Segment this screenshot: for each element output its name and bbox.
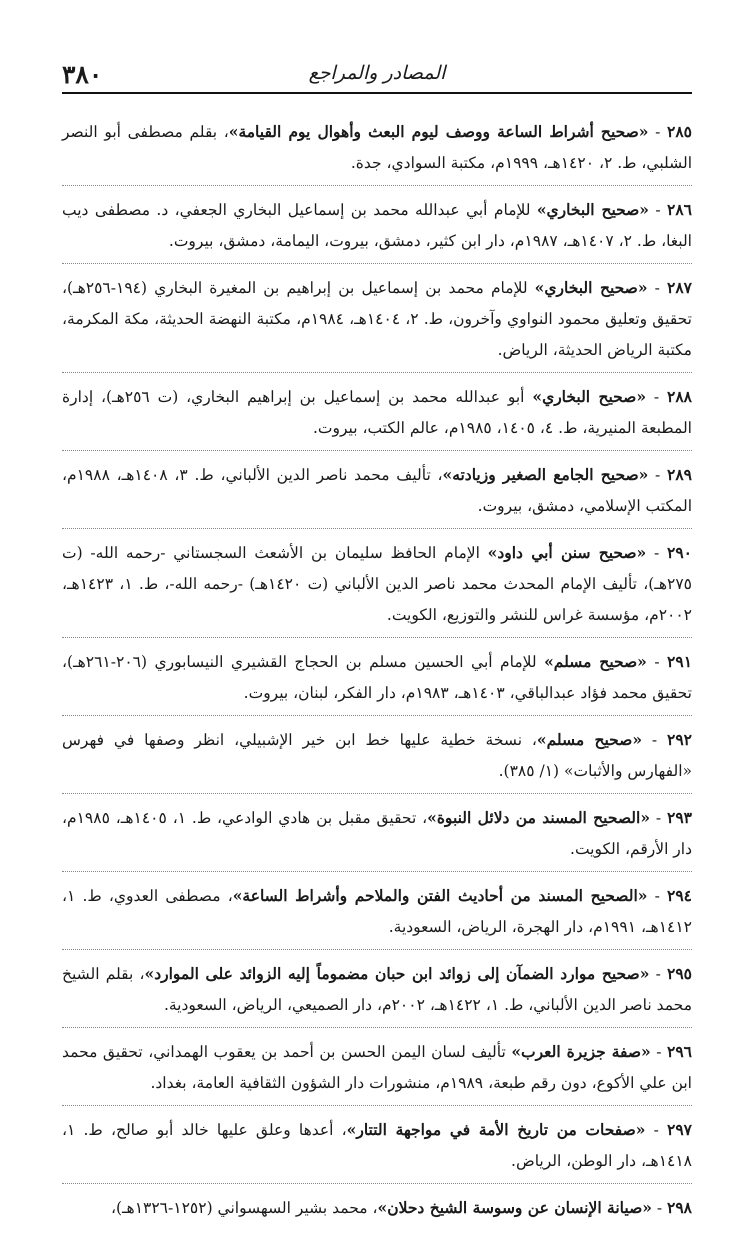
entry-title: «الصحيح المسند من دلائل النبوة» (427, 808, 651, 827)
page-number: ٣٨٠ (62, 60, 103, 89)
entry-details: للإمام أبي الحسين مسلم بن الحجاج القشيري النيسابوري (٢٠٦-٢٦١هـ)، تحقيق محمد فؤاد عبدالباقي، ١٤٠٣هـ، ١٩٨٣م، دار الفكر، لبنان، بيروت. (62, 653, 692, 702)
bibliography-entry: ٢٩٠ - «صحيح سنن أبي داود» الإمام الحافظ سليمان بن الأشعث السجستاني -رحمه الله- (ت ٢٧٥هـ)، تأليف الإمام المحدث محمد ناصر الدين الألباني (ت ١٤٢٠هـ) -رحمه الله-، ط. ١، ١٤٢٣هـ، ٢٠٠٢م، مؤسسة غراس للنشر والتوزيع، الكويت. (62, 537, 692, 638)
entry-details: ، أعدها وعلق عليها خالد أبو صالح، ط. ١، ١٤١٨هـ، دار الوطن، الرياض. (62, 1121, 692, 1170)
entry-number: ٢٩٧ (667, 1120, 693, 1139)
entry-number: ٢٩٣ (667, 808, 692, 827)
entry-title: «الصحيح المسند من أحاديث الفتن والملاحم وأشراط الساعة» (232, 886, 648, 905)
bibliography-entry: ٢٩٢ - «صحيح مسلم»، نسخة خطية عليها خط ابن خير الإشبيلي، انظر وصفها في فهرس «الفهارس والأثبات» (١/ ٣٨٥). (62, 724, 692, 794)
entry-details: ، محمد بشير السهسواني (١٢٥٢-١٣٢٦هـ)، (110, 1199, 378, 1217)
entry-details: أبو عبدالله محمد بن إسماعيل بن إبراهيم البخاري، (ت ٢٥٦هـ)، إدارة المطبعة المنيرية، ط. ٤، ١٤٠٥، ١٩٨٥م، عالم الكتب، بيروت. (62, 388, 692, 437)
entry-details: ، تأليف محمد ناصر الدين الألباني، ط. ٣، ١٤٠٨هـ، ١٩٨٨م، المكتب الإسلامي، دمشق، بيروت. (62, 466, 692, 515)
bibliography-entry: ٢٩٤ - «الصحيح المسند من أحاديث الفتن والملاحم وأشراط الساعة»، مصطفى العدوي، ط. ١، ١٤١٢هـ، ١٩٩١م، دار الهجرة، الرياض، السعودية. (62, 880, 692, 950)
bibliography-entry: ٢٨٥ - «صحيح أشراط الساعة ووصف ليوم البعث وأهوال يوم القيامة»، بقلم مصطفى أبو النصر الشلبي، ط. ٢، ١٤٢٠هـ، ١٩٩٩م، مكتبة السوادي، جدة. (62, 116, 692, 186)
entry-details: ، بقلم مصطفى أبو النصر الشلبي، ط. ٢، ١٤٢٠هـ، ١٩٩٩م، مكتبة السوادي، جدة. (62, 123, 692, 172)
bibliography-entry: ٢٨٨ - «صحيح البخاري» أبو عبدالله محمد بن إسماعيل بن إبراهيم البخاري، (ت ٢٥٦هـ)، إدارة المطبعة المنيرية، ط. ٤، ١٤٠٥، ١٩٨٥م، عالم الكتب، بيروت. (62, 381, 692, 451)
entry-title: «صحيح مسلم» (536, 730, 643, 749)
entry-number: ٢٩٨ (667, 1198, 692, 1217)
entry-number: ٢٩٤ (667, 886, 692, 905)
entry-number: ٢٨٧ (667, 278, 692, 297)
entry-title: «صفة جزيرة العرب» (511, 1042, 651, 1061)
entry-details: للإمام محمد بن إسماعيل بن إبراهيم بن المغيرة البخاري (١٩٤-٢٥٦هـ)، تحقيق وتعليق محمود النواوي وآخرون، ط. ٢، ١٤٠٤هـ، ١٩٨٤م، مكتبة النهضة الحديثة، مكة المكرمة، مكتبة الرياض الحديثة، الرياض. (62, 279, 692, 359)
bibliography-entry: ٢٨٩ - «صحيح الجامع الصغير وزيادته»، تأليف محمد ناصر الدين الألباني، ط. ٣، ١٤٠٨هـ، ١٩٨٨م، المكتب الإسلامي، دمشق، بيروت. (62, 459, 692, 529)
entry-number: ٢٩٢ (667, 730, 692, 749)
bibliography-list (62, 116, 692, 1238)
entry-details: ، تحقيق مقبل بن هادي الوادعي، ط. ١، ١٤٠٥هـ، ١٩٨٥م، دار الأرقم، الكويت. (62, 809, 692, 858)
entry-number: ٢٨٨ (667, 387, 693, 406)
entry-details: ، بقلم الشيخ محمد ناصر الدين الألباني، ط. ١، ١٤٢٢هـ، ٢٠٠٢م، دار الصميعي، الرياض، السعودية. (62, 965, 692, 1014)
bibliography-entry: ٢٨٧ - «صحيح البخاري» للإمام محمد بن إسماعيل بن إبراهيم بن المغيرة البخاري (١٩٤-٢٥٦هـ)، تحقيق وتعليق محمود النواوي وآخرون، ط. ٢، ١٤٠٤هـ، ١٩٨٤م، مكتبة النهضة الحديثة، مكة المكرمة، مكتبة الرياض الحديثة، الرياض. (62, 272, 692, 373)
bibliography-entry: ٢٩٨ - «صيانة الإنسان عن وسوسة الشيخ دحلان»، محمد بشير السهسواني (١٢٥٢-١٣٢٦هـ)، (110, 1198, 692, 1217)
entry-details: ، مصطفى العدوي، ط. ١، ١٤١٢هـ، ١٩٩١م، دار الهجرة، الرياض، السعودية. (62, 887, 692, 936)
entry-number: ٢٩٦ (667, 1042, 692, 1061)
entry-title: «صحيح البخاري» (536, 200, 649, 219)
entry-title: «صحيح البخاري» (534, 278, 648, 297)
entry-title: «صحيح البخاري» (532, 387, 647, 406)
entry-details: الإمام الحافظ سليمان بن الأشعث السجستاني -رحمه الله- (ت ٢٧٥هـ)، تأليف الإمام المحدث محمد ناصر الدين الألباني (ت ١٤٢٠هـ) -رحمه الله-، ط. ١، ١٤٢٣هـ، ٢٠٠٢م، مؤسسة غراس للنشر والتوزيع، الكويت. (62, 544, 693, 624)
entry-title: «صيانة الإنسان عن وسوسة الشيخ دحلان» (377, 1198, 652, 1217)
entry-title: «صحيح مسلم» (544, 652, 647, 671)
entry-details: تأليف لسان اليمن الحسن بن أحمد بن يعقوب الهمداني، تحقيق محمد ابن علي الأكوع، دون رقم طبعة، ١٩٨٩م، منشورات دار الشؤون الثقافية العامة، بغداد. (62, 1043, 692, 1092)
entry-number: ٢٨٥ (667, 122, 693, 141)
entry-title: «صحيح سنن أبي داود» (487, 543, 647, 562)
bibliography-entry: ٢٩٥ - «صحيح موارد الضمآن إلى زوائد ابن حبان مضموماً إليه الزوائد على الموارد»، بقلم الشيخ محمد ناصر الدين الألباني، ط. ١، ١٤٢٢هـ، ٢٠٠٢م، دار الصميعي، الرياض، السعودية. (62, 958, 692, 1028)
bibliography-entry: ٢٩١ - «صحيح مسلم» للإمام أبي الحسين مسلم بن الحجاج القشيري النيسابوري (٢٠٦-٢٦١هـ)، تحقيق محمد فؤاد عبدالباقي، ١٤٠٣هـ، ١٩٨٣م، دار الفكر، لبنان، بيروت. (62, 646, 692, 716)
entry-title: «صحيح الجامع الصغير وزيادته» (442, 465, 649, 484)
entry-number: ٢٩٥ (667, 964, 692, 983)
running-title: المصادر والمراجع (308, 62, 446, 84)
bibliography-entry: ٢٩٣ - «الصحيح المسند من دلائل النبوة»، تحقيق مقبل بن هادي الوادعي، ط. ١، ١٤٠٥هـ، ١٩٨٥م، دار الأرقم، الكويت. (62, 802, 692, 872)
entry-number: ٢٩١ (667, 652, 693, 671)
page-header (62, 58, 692, 94)
bibliography-entry: ٢٩٧ - «صفحات من تاريخ الأمة في مواجهة التتار»، أعدها وعلق عليها خالد أبو صالح، ط. ١، ١٤١٨هـ، دار الوطن، الرياض. (62, 1114, 692, 1184)
entry-number: ٢٨٩ (667, 465, 692, 484)
entry-details: ، نسخة خطية عليها خط ابن خير الإشبيلي، انظر وصفها في فهرس «الفهارس والأثبات» (١/ ٣٨٥). (62, 731, 692, 780)
bibliography-entry: ٢٨٦ - «صحيح البخاري» للإمام أبي عبدالله محمد بن إسماعيل البخاري الجعفي، د. مصطفى ديب البغا، ط. ٢، ١٤٠٧هـ، ١٩٨٧م، دار ابن كثير، دمشق، بيروت، اليمامة، دمشق، بيروت. (62, 194, 692, 264)
entry-title: «صحيح أشراط الساعة ووصف ليوم البعث وأهوال يوم القيامة» (228, 122, 649, 141)
entry-number: ٢٩٠ (667, 543, 693, 562)
entry-number: ٢٨٦ (667, 200, 692, 219)
entry-details: للإمام أبي عبدالله محمد بن إسماعيل البخاري الجعفي، د. مصطفى ديب البغا، ط. ٢، ١٤٠٧هـ، ١٩٨٧م، دار ابن كثير، دمشق، بيروت، اليمامة، دمشق، بيروت. (62, 201, 692, 250)
bibliography-entry: ٢٩٦ - «صفة جزيرة العرب» تأليف لسان اليمن الحسن بن أحمد بن يعقوب الهمداني، تحقيق محمد ابن علي الأكوع، دون رقم طبعة، ١٩٨٩م، منشورات دار الشؤون الثقافية العامة، بغداد. (62, 1036, 692, 1106)
entry-title: «صحيح موارد الضمآن إلى زوائد ابن حبان مضموماً إليه الزوائد على الموارد» (144, 964, 650, 983)
entry-title: «صفحات من تاريخ الأمة في مواجهة التتار» (346, 1120, 646, 1139)
